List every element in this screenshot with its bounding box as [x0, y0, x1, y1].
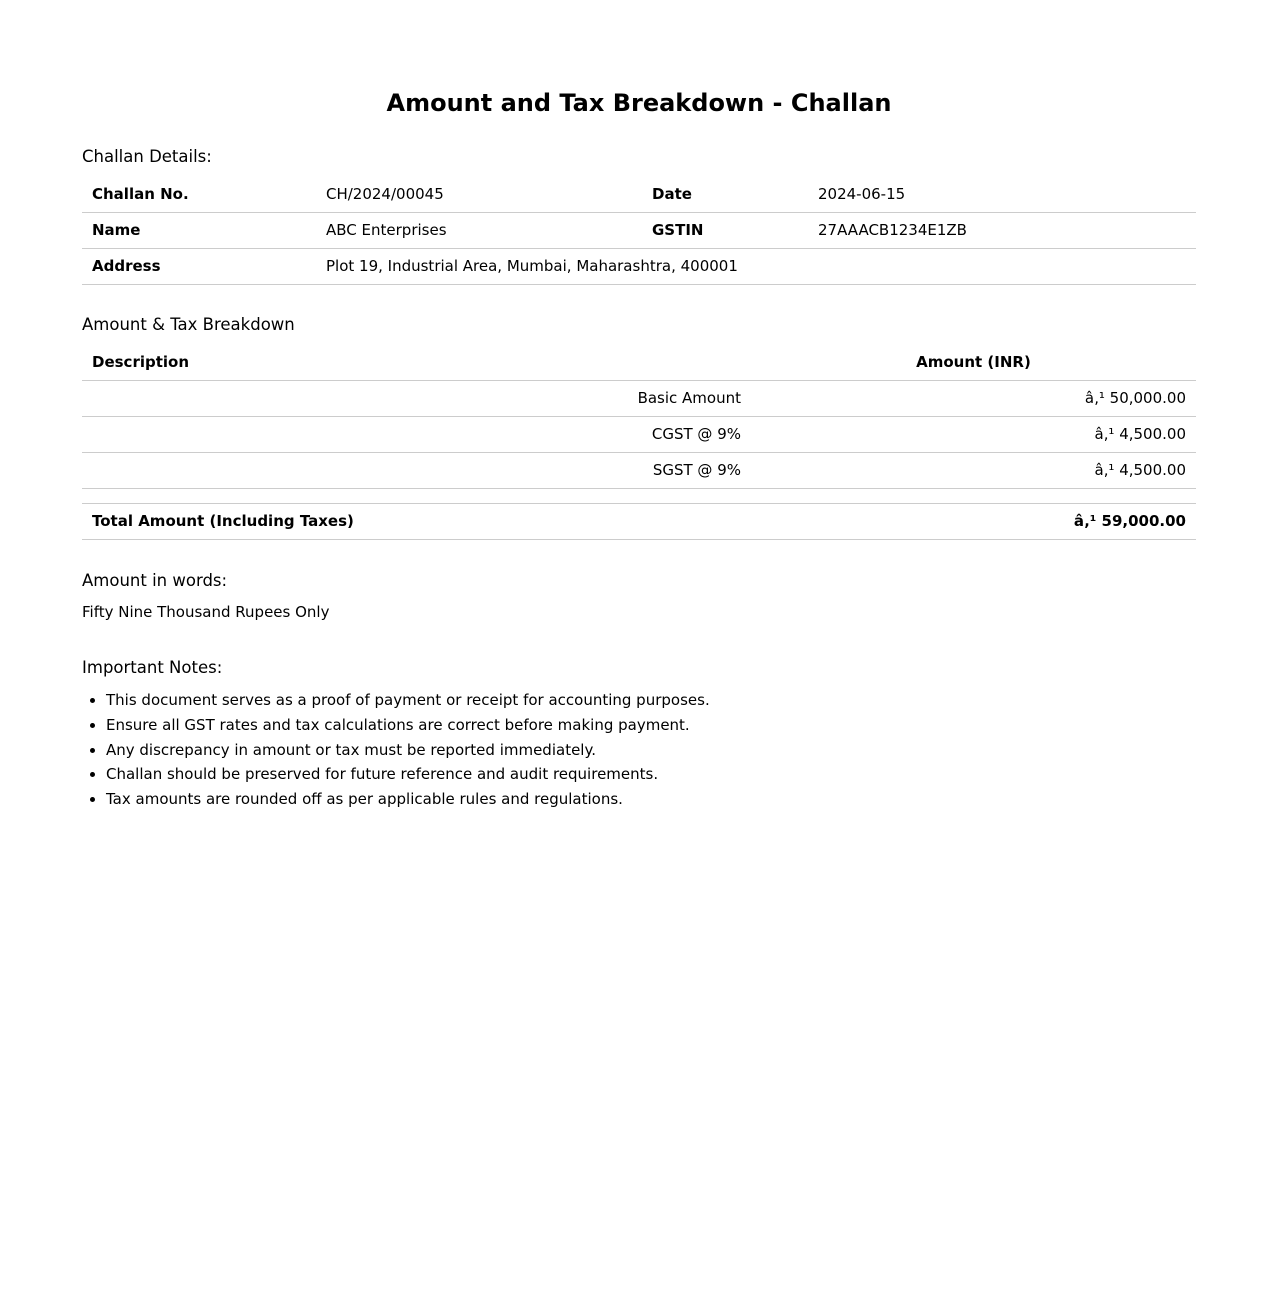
table-row — [82, 381, 1196, 417]
total-row — [82, 504, 1196, 540]
challan-no-value: CH/2024/00045 — [316, 177, 642, 213]
line-description: SGST @ 9% — [82, 453, 751, 489]
description-column-header: Description — [82, 345, 751, 381]
challan-details-table — [82, 177, 1196, 285]
note-item: • This document serves as a proof of payment or receipt for accounting purposes. — [106, 688, 1196, 713]
amount-in-words-heading: Amount in words: — [82, 571, 228, 590]
line-amount: â‚¹ 4,500.00 — [751, 417, 1196, 453]
notes-list — [82, 688, 1196, 812]
note-item: • Tax amounts are rounded off as per applicable rules and regulations. — [106, 787, 1196, 812]
address-label: Address — [82, 249, 316, 285]
important-notes-heading: Important Notes: — [82, 658, 223, 677]
challan-no-label: Challan No. — [82, 177, 316, 213]
spacer-row — [82, 489, 1196, 504]
note-item: • Challan should be preserved for future reference and audit requirements. — [106, 762, 1196, 787]
breakdown-header-row — [82, 345, 1196, 381]
gstin-label: GSTIN — [642, 213, 808, 249]
line-amount: â‚¹ 4,500.00 — [751, 453, 1196, 489]
page-title: Amount and Tax Breakdown - Challan — [386, 89, 892, 117]
note-item: • Ensure all GST rates and tax calculations are correct before making payment. — [106, 713, 1196, 738]
challan-details-heading: Challan Details: — [82, 147, 212, 166]
line-amount: â‚¹ 50,000.00 — [751, 381, 1196, 417]
tax-breakdown-table — [82, 345, 1196, 540]
table-row — [82, 453, 1196, 489]
breakdown-heading: Amount & Tax Breakdown — [82, 315, 295, 334]
name-value: ABC Enterprises — [316, 213, 642, 249]
details-row — [82, 177, 1196, 213]
total-label: Total Amount (Including Taxes) — [82, 504, 751, 540]
line-description: Basic Amount — [82, 381, 751, 417]
line-description: CGST @ 9% — [82, 417, 751, 453]
table-row — [82, 417, 1196, 453]
gstin-value: 27AAACB1234E1ZB — [808, 213, 1196, 249]
amount-column-header: Amount (INR) — [751, 345, 1196, 381]
date-label: Date — [642, 177, 808, 213]
details-row — [82, 213, 1196, 249]
total-amount: â‚¹ 59,000.00 — [751, 504, 1196, 540]
details-row — [82, 249, 1196, 285]
name-label: Name — [82, 213, 316, 249]
note-item: • Any discrepancy in amount or tax must be reported immediately. — [106, 738, 1196, 763]
amount-in-words-text: Fifty Nine Thousand Rupees Only — [82, 603, 330, 621]
date-value: 2024-06-15 — [808, 177, 1196, 213]
address-value: Plot 19, Industrial Area, Mumbai, Maharashtra, 400001 — [316, 249, 1196, 285]
